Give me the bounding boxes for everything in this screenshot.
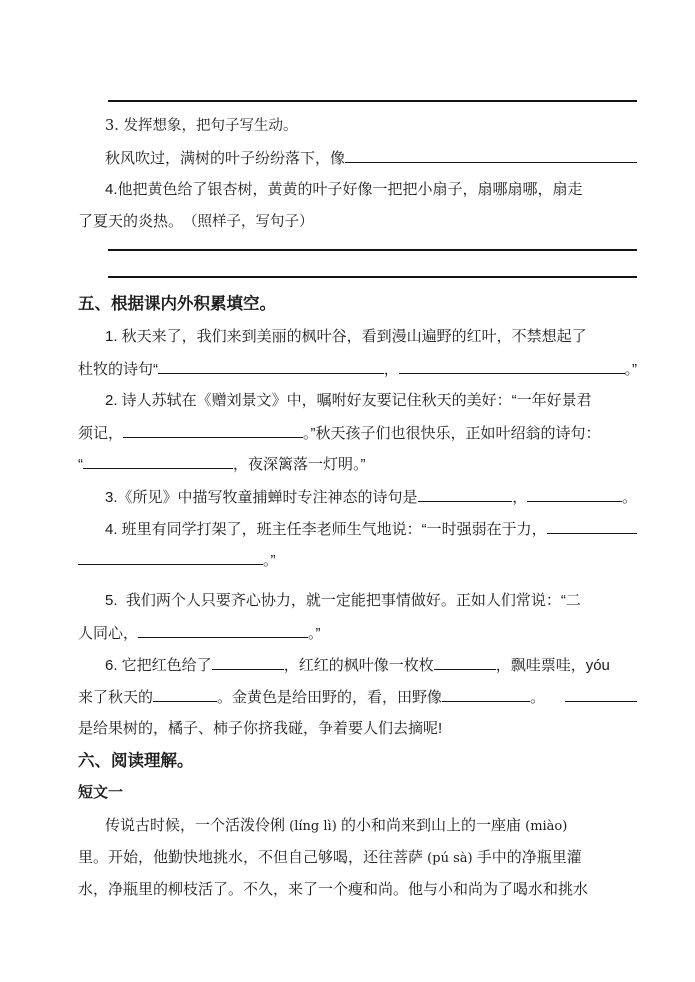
answer-blank[interactable] [565, 686, 637, 702]
passage-line3 [78, 879, 588, 901]
section6-heading: 六、阅读理解。 [78, 752, 194, 770]
section5-heading: 五、根据课内外积累填空。 [78, 295, 276, 313]
answer-line[interactable] [108, 100, 637, 102]
s5-q2-text1: 2. 诗人苏轼在《赠刘景文》中，嘱咐好友要记住秋天的美好：“一年好景君 [105, 392, 592, 409]
s5-q1-line1 [105, 326, 587, 348]
s5-q3-line [105, 486, 637, 508]
s5-q6-t2: ，红红的枫叶像一枚枚 [283, 657, 434, 674]
s5-q1-line2 [78, 358, 637, 380]
answer-line[interactable] [108, 249, 637, 251]
s5-q3-stem: 3.《所见》中描写牧童捕蝉时专注神态的诗句是 [105, 489, 418, 506]
s5-q2-prefix: 须记， [78, 425, 124, 442]
answer-blank[interactable] [153, 686, 217, 702]
s5-q5-prefix: 人同心， [78, 625, 139, 642]
s5-q6-line1 [105, 654, 610, 676]
s5-q5-tail: 。” [308, 625, 321, 642]
answer-blank[interactable] [434, 654, 496, 670]
s5-q3-comma: ， [512, 489, 528, 506]
s5-q6-t1: 6. 它把红色给了 [105, 657, 212, 674]
answer-blank[interactable] [418, 486, 513, 502]
q4-line2 [78, 211, 314, 233]
s5-q4-line2 [78, 549, 276, 571]
s5-q2-quote: “ [78, 456, 83, 473]
s5-q6-t5: 。金黄色是给田野的，看，田野像 [217, 689, 443, 706]
answer-blank[interactable] [123, 422, 303, 438]
s5-q2-line1 [105, 390, 592, 412]
s5-q5-text1: 5. 我们两个人只要齐心协力，就一定能把事情做好。正如人们常说：“二 [105, 592, 581, 609]
pinyin-lingli: (líng lì) [289, 819, 337, 834]
passage-line2 [78, 847, 582, 869]
s5-q6-t4: 来了秋天的 [78, 689, 154, 706]
q4-text1: 4.他把黄色给了银杏树，黄黄的叶子好像一把把小扇子，扇哪扇哪，扇走 [105, 181, 583, 198]
q4-text2: 了夏天的炎热。 [78, 213, 184, 230]
section5-heading-line [78, 293, 276, 315]
passage-p3: 水，净瓶里的柳枝活了。不久，来了一个瘦和尚。他与小和尚为了喝水和挑水 [78, 881, 589, 898]
answer-blank[interactable] [399, 358, 625, 374]
s5-q6-line2 [78, 686, 637, 708]
section6-heading-line [78, 750, 194, 772]
passage-p1a: 传说古时候，一个活泼伶俐 [105, 817, 290, 834]
answer-blank[interactable] [527, 486, 622, 502]
s5-q6-line3 [78, 718, 442, 740]
s5-q1-prefix: 杜牧的诗句“ [78, 361, 158, 378]
passage-p2b: 手中的净瓶里灌 [472, 849, 582, 866]
q4-line1 [105, 179, 583, 201]
answer-blank[interactable] [442, 686, 530, 702]
s5-q1-tail: 。” [624, 361, 637, 378]
q3-prompt: 3. 发挥想象，把句子写生动。 [105, 118, 298, 134]
s5-q5-line1 [105, 590, 581, 612]
s5-q4-line1 [105, 518, 637, 540]
s5-q1-comma: ， [383, 361, 399, 378]
s5-q3-period: 。 [622, 489, 637, 506]
passage-label-line [78, 782, 123, 804]
s5-q4-text1: 4. 班里有同学打架了，班主任李老师生气地说：“一时强弱在于力， [105, 521, 547, 538]
pinyin-miao: (miào) [525, 819, 568, 834]
s5-q5-line2 [78, 622, 321, 644]
passage-line1 [105, 815, 567, 837]
answer-blank[interactable] [345, 147, 637, 163]
passage-p1b: 的小和尚来到山上的一座庙 [336, 817, 526, 834]
answer-blank[interactable] [83, 453, 233, 469]
s5-q2-tail: 。”秋天孩子们也很快乐，正如叶绍翁的诗句： [303, 425, 601, 442]
passage-p2a: 里。开始，他勤快地挑水，不但自己够喝，还往菩萨 [78, 849, 428, 866]
answer-blank[interactable] [212, 654, 284, 670]
answer-blank[interactable] [78, 549, 263, 565]
q3-sentence-line [105, 147, 637, 169]
s5-q6-t6: 。 [530, 689, 546, 706]
answer-line[interactable] [108, 276, 637, 278]
passage-label: 短文一 [78, 784, 124, 801]
s5-q2-verse: ，夜深篱落一灯明。” [233, 456, 366, 473]
answer-blank[interactable] [138, 622, 308, 638]
s5-q6-t7: 是给果树的，橘子、柿子你挤我碰，争着要人们去摘呢! [78, 720, 443, 737]
q3-prompt-line [105, 115, 297, 137]
s5-q1-text1: 1. 秋天来了，我们来到美丽的枫叶谷，看到漫山遍野的红叶，不禁想起了 [105, 328, 587, 345]
s5-q6-t3: ，飘哇票哇，yóu [495, 657, 610, 674]
answer-blank[interactable] [547, 518, 637, 534]
q4-note: （照样子，写句子） [183, 214, 314, 230]
s5-q2-line2 [78, 422, 637, 444]
pinyin-pusa: (pú sà) [427, 851, 473, 866]
answer-blank[interactable] [158, 358, 384, 374]
s5-q4-tail: 。” [263, 552, 276, 569]
s5-q2-line3 [78, 453, 366, 475]
q3-stem: 秋风吹过，满树的叶子纷纷落下，像 [105, 150, 346, 167]
